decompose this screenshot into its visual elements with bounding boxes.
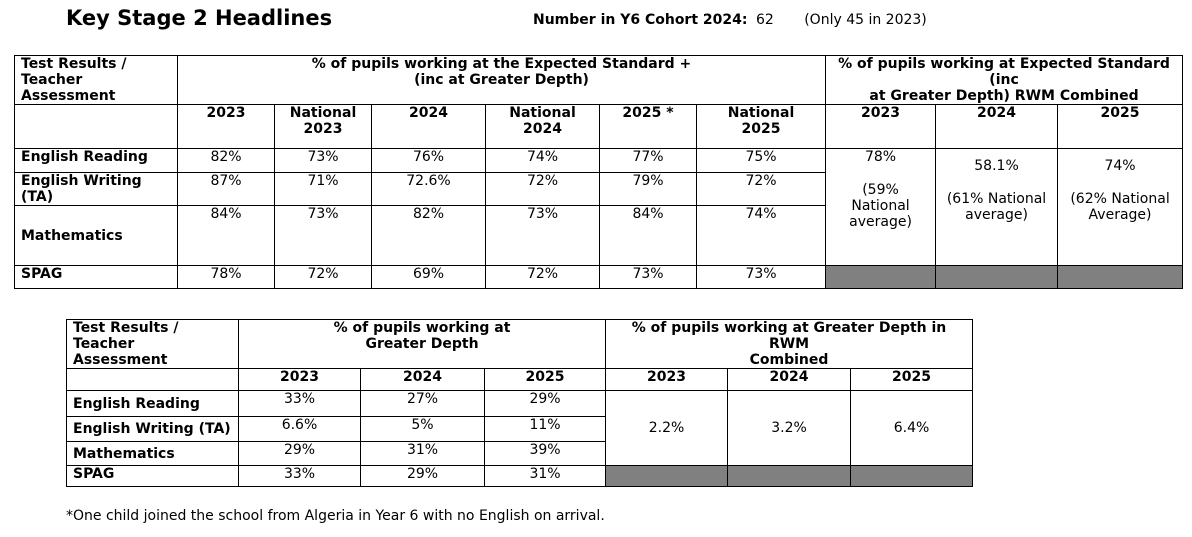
cell-value: 73% (275, 149, 372, 173)
cell-value: 82% (372, 206, 486, 266)
blank-cell (15, 105, 178, 149)
cell-value: 31% (361, 442, 485, 466)
rwm-gd-cell: 3.2% (728, 391, 851, 466)
cell-value: 29% (485, 391, 606, 417)
subject-header (15, 56, 178, 105)
gray-cell (1058, 266, 1183, 289)
cell-value: 73% (275, 206, 372, 266)
cell-value: 11% (485, 417, 606, 442)
rwm-note: average) (849, 214, 912, 230)
cohort-note: (Only 45 in 2023) (804, 12, 927, 28)
cell-value: 87% (178, 173, 275, 206)
gray-cell (936, 266, 1058, 289)
cell-value: 73% (486, 206, 600, 266)
rwm-year-header: 2023 (826, 105, 936, 149)
row-subject: English Writing (TA) (67, 417, 239, 442)
footnote: *One child joined the school from Algeria in Year 6 with no English on arrival. (66, 508, 605, 524)
rwm-note: Average) (1088, 207, 1152, 223)
cell-value: 71% (275, 173, 372, 206)
year-header-line1: 2025 * (622, 105, 674, 121)
cell-value: 73% (697, 266, 826, 289)
cohort-label: Number in Y6 Cohort 2024: (533, 12, 748, 28)
rwm-year-header: 2025 (851, 369, 973, 391)
rwm-header-line2: at Greater Depth) RWM Combined (869, 88, 1139, 104)
rwm-gd-header (606, 320, 973, 369)
row-subject: English Reading (67, 391, 239, 417)
gray-cell (851, 466, 973, 487)
row-subject: Mathematics (67, 442, 239, 466)
cell-value: 39% (485, 442, 606, 466)
cell-value: 72.6% (372, 173, 486, 206)
cell-value: 78% (178, 266, 275, 289)
year-header-line2: 2025 (741, 121, 781, 137)
cell-value: 33% (239, 466, 361, 487)
year-header-line2: 2024 (523, 121, 562, 137)
expected-standard-table (14, 55, 1183, 289)
rwm-header (826, 56, 1183, 105)
subject-header-line1: Test Results / (73, 320, 179, 336)
rwm-note: (59% (862, 182, 899, 198)
row-subject: SPAG (67, 466, 239, 487)
year-header (372, 105, 486, 149)
rwm-year-header: 2024 (728, 369, 851, 391)
cohort-value: 62 (755, 12, 774, 28)
row-subject: Mathematics (15, 206, 178, 266)
cell-value: 5% (361, 417, 485, 442)
greater-depth-header (239, 320, 606, 369)
rwm-value: 58.1% (974, 158, 1019, 174)
year-header-line1: National (509, 105, 576, 121)
greater-depth-header-line1: % of pupils working at (333, 320, 511, 336)
subject-header (67, 320, 239, 369)
year-header (600, 105, 697, 149)
cell-value: 74% (697, 206, 826, 266)
gray-cell (826, 266, 936, 289)
cell-value: 74% (486, 149, 600, 173)
cell-value: 72% (486, 266, 600, 289)
rwm-value: 74% (1104, 158, 1136, 174)
cell-value: 72% (275, 266, 372, 289)
rwm-note: National (851, 198, 910, 214)
cell-value: 79% (600, 173, 697, 206)
rwm-note: (62% National (1070, 191, 1170, 207)
cell-value: 77% (600, 149, 697, 173)
cohort-info (533, 12, 927, 28)
rwm-gd-cell: 2.2% (606, 391, 728, 466)
year-header-line2: 2023 (303, 121, 343, 137)
rwm-gd-cell: 6.4% (851, 391, 973, 466)
rwm-year-header: 2025 (1058, 105, 1183, 149)
rwm-2024-cell (936, 149, 1058, 266)
rwm-2023-cell (826, 149, 936, 266)
expected-header-line2: (inc at Greater Depth) (414, 72, 589, 88)
rwm-value: 78% (864, 149, 897, 165)
cell-value: 73% (600, 266, 697, 289)
subject-header-line2: Teacher Assessment (73, 336, 168, 368)
year-header: 2025 (485, 369, 606, 391)
expected-header (178, 56, 826, 105)
cell-value: 31% (485, 466, 606, 487)
year-header (697, 105, 826, 149)
row-subject: English Writing (TA) (15, 173, 178, 206)
greater-depth-header-line2: Greater Depth (365, 336, 479, 352)
year-header: 2024 (361, 369, 485, 391)
cell-value: 6.6% (239, 417, 361, 442)
rwm-gd-header-line2: Combined (749, 352, 829, 368)
cell-value: 72% (486, 173, 600, 206)
cell-value: 82% (178, 149, 275, 173)
blank-cell (67, 369, 239, 391)
year-header-line1: National (727, 105, 795, 121)
row-subject: SPAG (15, 266, 178, 289)
rwm-header-line1: % of pupils working at Expected Standard (inc (838, 56, 1170, 88)
cell-value: 72% (697, 173, 826, 206)
rwm-year-header: 2024 (936, 105, 1058, 149)
year-header: 2023 (239, 369, 361, 391)
row-subject: English Reading (15, 149, 178, 173)
rwm-note: average) (965, 207, 1028, 223)
subject-header-line2: Teacher Assessment (21, 72, 116, 104)
subject-header-line1: Test Results / (21, 56, 127, 72)
year-header-line1: National (289, 105, 357, 121)
year-header-line1: 2024 (409, 105, 448, 121)
year-header (178, 105, 275, 149)
gray-cell (728, 466, 851, 487)
cell-value: 29% (239, 442, 361, 466)
year-header (275, 105, 372, 149)
cell-value: 27% (361, 391, 485, 417)
expected-header-line1: % of pupils working at the Expected Standard + (311, 56, 692, 72)
year-header-line1: 2023 (206, 105, 246, 121)
cell-value: 75% (697, 149, 826, 173)
cell-value: 29% (361, 466, 485, 487)
rwm-year-header: 2023 (606, 369, 728, 391)
gray-cell (606, 466, 728, 487)
cell-value: 76% (372, 149, 486, 173)
rwm-gd-header-line1: % of pupils working at Greater Depth in RWM (631, 320, 947, 352)
rwm-2025-cell (1058, 149, 1183, 266)
cell-value: 84% (178, 206, 275, 266)
page-title: Key Stage 2 Headlines (66, 6, 333, 30)
cell-value: 69% (372, 266, 486, 289)
cell-value: 84% (600, 206, 697, 266)
cell-value: 33% (239, 391, 361, 417)
rwm-note: (61% National (946, 191, 1047, 207)
year-header (486, 105, 600, 149)
greater-depth-table (66, 319, 973, 487)
